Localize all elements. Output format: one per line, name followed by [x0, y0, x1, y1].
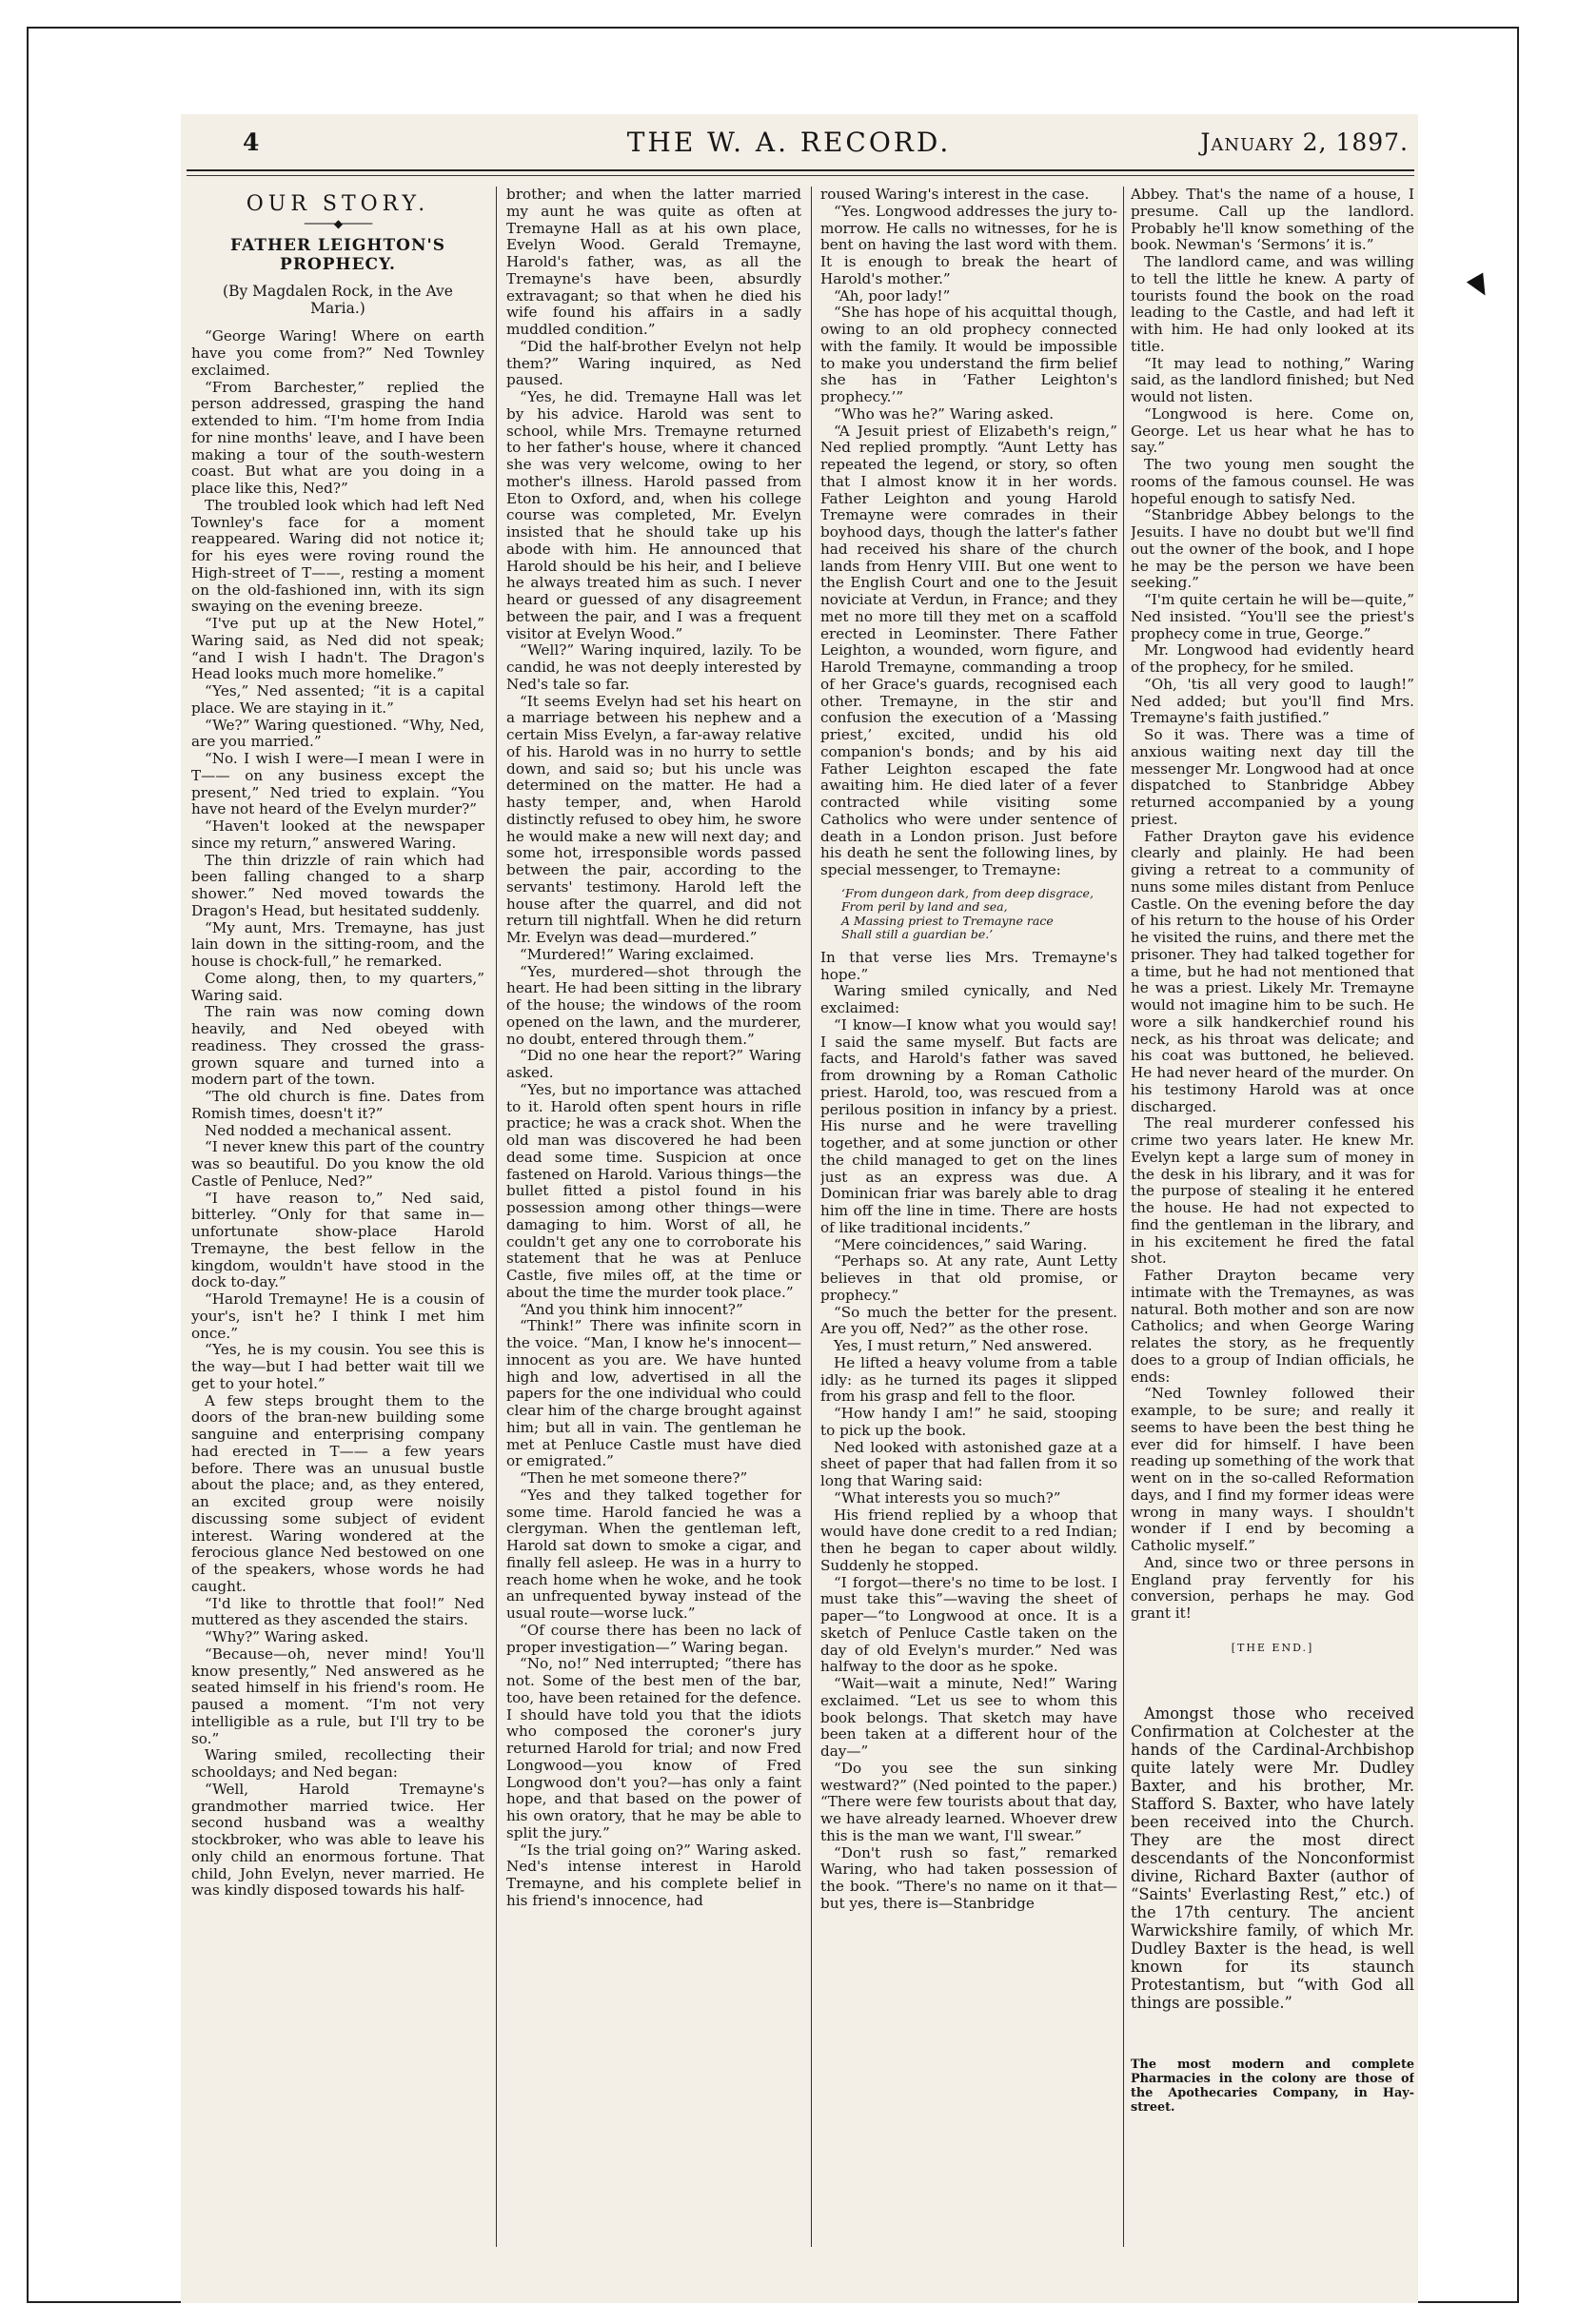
column-1-text	[191, 328, 484, 1900]
paragraph: “Of course there has been no lack of proper investigation—” Waring began.	[506, 1621, 801, 1656]
paragraph: “I'd like to throttle that fool!” Ned muttered as they ascended the stairs.	[191, 1594, 484, 1629]
paragraph: “I never knew this part of the country was so beautiful. Do you know the old Castle of Penluce, Ned?”	[191, 1138, 484, 1190]
paragraph: “Mere coincidences,” said Waring.	[834, 1235, 1088, 1253]
paragraph: From peril by land and sea,	[841, 899, 1008, 915]
paragraph: And, since two or three persons in England pray fervently for his conversion, perhaps he may. God grant it!	[1131, 1553, 1414, 1622]
paragraph: “No. I wish I were—I mean I were in T—— on any business except the present,” Ned tried to explain. “You have not heard of the Evelyn murder?”	[191, 750, 484, 818]
paragraph: “Longwood is here. Come on, George. Let us hear what he has to say.”	[1131, 404, 1414, 457]
paragraph: “Stanbridge Abbey belongs to the Jesuits. I have no doubt but we'll find out the owner of the book, and I hope he may be the person we have been seeking.”	[1131, 506, 1414, 592]
paragraph: The landlord came, and was willing to tell the little he knew. A party of tourists found the book on the road leading to the Castle, and had left it with him. He had only looked at its title.	[1131, 253, 1414, 355]
column-divider	[811, 187, 812, 2247]
paragraph: “Did the half-brother Evelyn not help them?” Waring inquired, as Ned paused.	[506, 337, 801, 389]
paragraph: “From Barchester,” replied the person addressed, grasping the hand extended to him. “I'm home from India for nine months' leave, and I have been making a tour of the south-western coast. But what are you doing in a place like this, Ned?”	[191, 378, 484, 497]
paragraph: “Think!” There was infinite scorn in the voice. “Man, I know he's innocent—innocent as you are. We have hunted high and low, advertised in all the papers for the one individual who could clear him of the charge brought against him; but all in vain. The gentleman he met at Penluce Castle must have died or emigrated.”	[506, 1317, 801, 1470]
paragraph: The troubled look which had left Ned Townley's face for a moment reappeared. Waring did not notice it; for his eyes were roving round the High-street of T——, resting a moment on the old-fashioned inn, with its sign swaying on the evening breeze.	[191, 496, 484, 616]
story-title: FATHER LEIGHTON'S PROPHECY.	[230, 235, 445, 274]
paragraph: “Yes. Longwood addresses the jury to-morrow. He calls no witnesses, for he is bent on having the last word with them. It is enough to break the heart of Harold's mother.”	[820, 202, 1117, 287]
paragraph: A few steps brought them to the doors of the bran-new building some sanguine and enterprising company had erected in T—— a few years before. There was an unusual bustle about the place; and, as they entered, an excited group were noisily discussing some subject of evident interest. Waring wondered at the ferocious glance Ned bestowed on one of the speakers, whose words he had caught.	[191, 1391, 484, 1595]
paragraph: roused Waring's interest in the case.	[820, 187, 1090, 203]
paragraph: “No, no!” Ned interrupted; “there has not. Some of the best men of the bar, too, have been retained for the defence. I should have told you that the idiots who composed the coroner's jury returned Harold for trial; and now Fred Longwood—you know of Fred Longwood don't you?—has only a faint hope, and that based on the power of his own oratory, that he may be able to split the jury.”	[506, 1655, 801, 1841]
paragraph: “It may lead to nothing,” Waring said, as the landlord finished; but Ned would not listen.	[1131, 354, 1414, 405]
column-2	[506, 187, 801, 2247]
paragraph: “Yes, but no importance was attached to it. Harold often spent hours in rifle practice; he was a crack shot. When the old man was discovered he had been dead some time. Suspicion at once fastened on Harold. Various things—the bullet fitted a pistol found in his possession among other things—were damaging to him. Worst of all, he couldn't get any one to corroborate his statement that he was at Penluce Castle, five miles off, at the time or about the time the murder took place.”	[506, 1080, 801, 1301]
column-3	[820, 187, 1117, 2247]
paragraph: “Then he met someone there?”	[520, 1469, 748, 1487]
prophecy-verse	[841, 887, 1117, 942]
paragraph: He lifted a heavy volume from a table idly: as he turned its pages it slipped from his grasp and fell to the floor.	[820, 1353, 1117, 1406]
paragraph: Ned nodded a mechanical assent.	[205, 1121, 452, 1139]
paragraph: Come along, then, to my quarters,” Waring said.	[191, 969, 484, 1004]
issue-date: January 2, 1897.	[1200, 128, 1409, 156]
paragraph: In that verse lies Mrs. Tremayne's hope.”	[820, 948, 1117, 983]
header-rule	[187, 169, 1414, 171]
paragraph: “Yes, he is my cousin. You see this is the way—but I had better wait till we get to your hotel.”	[191, 1341, 484, 1392]
column-divider	[1123, 187, 1124, 2247]
paragraph: Shall still a guardian be.’	[841, 927, 994, 942]
paragraph: A Massing priest to Tremayne race	[841, 913, 1054, 928]
paragraph: “Yes,” Ned assented; “it is a capital place. We are staying in it.”	[191, 682, 484, 717]
paragraph: “Why?” Waring asked.	[205, 1628, 369, 1645]
paragraph: “And you think him innocent?”	[520, 1300, 743, 1318]
paragraph: “It seems Evelyn had set his heart on a marriage between his nephew and a certain Miss Evelyn, a far-away relative of his. Harold was in no hurry to settle down, and said so; but his uncle was determined on the matter. He had a hasty temper, and, when Harold distinctly refused to obey him, he swore he would make a new will next day; and some hot, irresponsible words passed between the pair, according to the servants' testimony. Harold left the house after the quarrel, and did not return till nightfall. When he did return Mr. Evelyn was dead—murdered.”	[506, 692, 801, 946]
paragraph: His friend replied by a whoop that would have done credit to a red Indian; then he began to caper about wildly. Suddenly he stopped.	[820, 1506, 1117, 1574]
paragraph: “Wait—wait a minute, Ned!” Waring exclaimed. “Let us see to whom this book belongs. That sketch may have been taken at a different hour of the day—”	[820, 1675, 1117, 1760]
paragraph: Father Drayton gave his evidence clearly and plainly. He had been giving a retreat to a community of nuns some miles distant from Penluce Castle. On the evening before the day of his return to the house of his Order he visited the ruins, and there met the prisoner. They had talked together for a time, but he had not mentioned that he was a priest. Likely Mr. Tremayne would not imagine him to be such. He wore a silk handkerchief round his neck, as his throat was delicate; and his coat was buttoned, he believed. He had never heard of the murder. On his testimony Harold was at once discharged.	[1131, 827, 1414, 1115]
paragraph: “I have reason to,” Ned said, bitterley. “Only for that same in—unfortunate show-place Harold Tremayne, the best fellow in the kingdom, wouldn't have stood in the dock to-day.”	[191, 1189, 484, 1291]
paragraph: “What interests you so much?”	[834, 1488, 1061, 1507]
paragraph: Waring smiled, recollecting their schooldays; and Ned began:	[191, 1746, 484, 1781]
paragraph: “Oh, 'tis all very good to laugh!” Ned added; but you'll find Mrs. Tremayne's faith justified.”	[1131, 675, 1414, 727]
paragraph: “Well?” Waring inquired, lazily. To be candid, he was not deeply interested by Ned's tale so far.	[506, 641, 801, 693]
paragraph: “Do you see the sun sinking westward?” (Ned pointed to the paper.) “There were few tourists about that day, we have already learned. Whoever drew this is the man we want, I'll swear.”	[820, 1759, 1117, 1844]
paragraph: Yes, I must return,” Ned answered.	[834, 1337, 1093, 1354]
paragraph: “I'm quite certain he will be—quite,” Ned insisted. “You'll see the priest's prophecy come in true, George.”	[1131, 591, 1414, 642]
paragraph: “Well, Harold Tremayne's grandmother married twice. Her second husband was a wealthy stockbroker, who was able to leave his only child an enormous fortune. That child, John Evelyn, never married. He was kindly disposed towards his half-	[191, 1780, 484, 1900]
paragraph: “I forgot—there's no time to be lost. I must take this”—waving the sheet of paper—“to Longwood at once. It is a sketch of Penluce Castle taken on the day of old Evelyn's murder.” Ned was halfway to the door as he spoke.	[820, 1573, 1117, 1676]
paragraph: “Did no one hear the report?” Waring asked.	[506, 1047, 801, 1081]
paragraph: The two young men sought the rooms of the famous counsel. He was hopeful enough to satisfy Ned.	[1131, 456, 1414, 507]
paragraph: “Ah, poor lady!”	[834, 286, 951, 305]
paragraph: brother; and when the latter married my aunt he was quite as often at Tremayne Hall as at his own place, Evelyn Wood. Gerald Tremayne, Harold's father, was, as all the Tremayne's have been, absurdly extravagant; so that when he died his wife found his affairs in a sadly muddled condition.”	[506, 187, 801, 338]
column-3-text-bottom	[820, 950, 1117, 1913]
paragraph: “Yes, he did. Tremayne Hall was let by his advice. Harold was sent to school, while Mrs. Tremayne returned to her father's house, where it chanced she was very welcome, owing to her mother's illness. Harold passed from Eton to Oxford, and, when his college course was completed, Mr. Evelyn insisted that he should take up his abode with him. He announced that Harold should be his heir, and I believe he always treated him as such. I never heard or guessed of any disagreement between the pair, and I was a frequent visitor at Evelyn Wood.”	[506, 388, 801, 642]
paragraph: “Harold Tremayne! He is a cousin of your's, isn't he? I think I met him once.”	[191, 1290, 484, 1342]
paragraph: Waring smiled cynically, and Ned exclaimed:	[820, 982, 1117, 1016]
paragraph: Abbey. That's the name of a house, I presume. Call up the landlord. Probably he'll know something of the book. Newman's ‘Sermons’ it is.”	[1131, 187, 1414, 254]
paragraph: “Perhaps so. At any rate, Aunt Letty believes in that old promise, or prophecy.”	[820, 1252, 1117, 1304]
paragraph: The rain was now coming down heavily, and Ned obeyed with readiness. They crossed the grass-grown square and turned into a modern part of the town.	[191, 1003, 484, 1089]
paragraph: “So much the better for the present. Are you off, Ned?” as the other rose.	[820, 1303, 1117, 1338]
column-4	[1131, 187, 1414, 2247]
paragraph: “Murdered!” Waring exclaimed.	[520, 945, 755, 963]
paragraph: The thin drizzle of rain which had been falling changed to a sharp shower.” Ned moved towards the Dragon's Head, but hesitated suddenly.	[191, 851, 484, 919]
paragraph: So it was. There was a time of anxious waiting next day till the messenger Mr. Longwood had at once dispatched to Stanbridge Abbey returned accompanied by a young priest.	[1131, 726, 1414, 828]
paragraph: “How handy I am!” he said, stooping to pick up the book.	[820, 1405, 1117, 1439]
paragraph: “A Jesuit priest of Elizabeth's reign,” Ned replied promptly. “Aunt Letty has repeated the legend, or story, so often that I almost know it in her words. Father Leighton and young Harold Tremayne were comrades in their boyhood days, though the latter's father had received his share of the church lands from Henry VIII. But one went to the English Court and one to the Jesuit noviciate at Verdun, in France; and they met no more till they met on a scaffold erected in Leominster. There Father Leighton, a wounded, worn figure, and Harold Tremayne, commanding a troop of her Grace's guards, recognised each other. Tremayne, in the stir and confusion the execution of a ‘Massing priest,’ excited, undid his old companion's bonds; and by his aid Father Leighton escaped the fate awaiting him. He died later of a fever contracted while visiting some Catholics who were under sentence of death in a London prison. Just before his death he sent the following lines, by special messenger, to Tremayne:	[820, 422, 1117, 878]
masthead: THE W. A. RECORD.	[626, 127, 952, 158]
paragraph: “Ned Townley followed their example, to be sure; and really it seems to have been the best thing he ever did for himself. I have been reading up something of the work that went on in the so-called Reformation days, and I find my former ideas were wrong in many ways. I shouldn't wonder if I end by becoming a Catholic myself.”	[1131, 1385, 1414, 1554]
column-1	[191, 187, 484, 2247]
column-4-text	[1131, 187, 1414, 1623]
paragraph: Mr. Longwood had evidently heard of the prophecy, for he smiled.	[1131, 641, 1414, 676]
paragraph: “George Waring! Where on earth have you come from?” Ned Townley exclaimed.	[191, 327, 484, 379]
paragraph: “The old church is fine. Dates from Romish times, doesn't it?”	[191, 1088, 484, 1122]
page-number: 4	[243, 128, 260, 156]
pharmacy-advertisement: The most modern and complete Pharmacies in the colony are those of the Apothecaries Company, in Hay-street.	[1131, 2057, 1414, 2115]
paragraph: “She has hope of his acquittal though, owing to an old prophecy connected with the family. It would be impossible to make you understand the firm belief she has in ‘Father Leighton's prophecy.’”	[820, 304, 1117, 405]
end-mark: [THE END.]	[1231, 1641, 1314, 1654]
story-byline: (By Magdalen Rock, in the Ave Maria.)	[223, 282, 453, 317]
paragraph: Father Drayton became very intimate with the Tremaynes, as was natural. Both mother and son are now Catholics; and when George Waring relates the story, as he frequently does to a group of Indian officials, he ends:	[1131, 1267, 1414, 1386]
ornamental-rule: ─────◆─────	[304, 216, 372, 230]
paragraph: “Yes and they talked together for some time. Harold fancied he was a clergyman. When the gentleman left, Harold sat down to smoke a cigar, and finally fell asleep. He was in a hurry to reach home when he woke, and he took an unfrequented byway instead of the usual route—worse luck.”	[506, 1486, 801, 1622]
paragraph: “Haven't looked at the newspaper since my return,” answered Waring.	[191, 817, 484, 852]
paragraph: “I've put up at the New Hotel,” Waring said, as Ned did not speak; “and I wish I hadn't. The Dragon's Head looks much more homelike.”	[191, 615, 484, 683]
paragraph: “Because—oh, never mind! You'll know presently,” Ned answered as he seated himself in his friend's room. He paused a moment. “I'm not very intelligible as a rule, but I'll try to be so.”	[191, 1645, 484, 1747]
header-rule-thin	[187, 175, 1414, 176]
paragraph: “My aunt, Mrs. Tremayne, has just lain down in the sitting-room, and the house is chock-full,” he remarked.	[191, 918, 484, 970]
paragraph: “Is the trial going on?” Waring asked. Ned's intense interest in Harold Tremayne, and his complete belief in his friend's innocence, had	[506, 1841, 801, 1909]
paragraph: “Don't rush so fast,” remarked Waring, who had taken possession of the book. “There's no name on it that—but yes, there is—Stanbridge	[820, 1843, 1117, 1912]
paragraph: Ned looked with astonished gaze at a sheet of paper that had fallen from it so long that Waring said:	[820, 1438, 1117, 1489]
confirmation-note: Amongst those who received Confirmation at Colchester at the hands of the Cardinal-Archbishop quite lately were Mr. Dudley Baxter, and his brother, Mr. Stafford S. Baxter, who have lately been received into the Church. They are the most direct descendants of the Nonconformist divine, Richard Baxter (author of “Saints' Everlasting Rest,” etc.) of the 17th century. The ancient Warwickshire family, of which Mr. Dudley Baxter is the head, is well known for its staunch Protestantism, but “with God all things are possible.”	[1131, 1704, 1414, 2012]
paragraph: ‘From dungeon dark, from deep disgrace,	[841, 885, 1094, 900]
paragraph: “We?” Waring questioned. “Why, Ned, are you married.”	[191, 716, 484, 751]
section-title: OUR STORY.	[246, 192, 430, 216]
column-2-text	[506, 187, 801, 1910]
paragraph: “I know—I know what you would say! I said the same myself. But facts are facts, and Harold's father was saved from drowning by a Roman Catholic priest. Harold, too, was rescued from a perilous position in infancy by a priest. His nurse and he were travelling together, and at some junction or other the child managed to get on the lines just as an express was due. A Dominican friar was barely able to drag him off the line in time. There are hosts of like traditional incidents.”	[820, 1015, 1117, 1236]
paragraph: The real murderer confessed his crime two years later. He knew Mr. Evelyn kept a large sum of money in the desk in his library, and it was for the purpose of stealing it he entered the house. He had not expected to find the gentleman in the library, and in his excitement he fired the fatal shot.	[1131, 1114, 1414, 1268]
column-divider	[496, 187, 497, 2247]
paragraph: “Yes, murdered—shot through the heart. He had been sitting in the library of the house; the windows of the room opened on the lawn, and the murderer, no doubt, entered through them.”	[506, 962, 801, 1048]
paragraph: “Who was he?” Waring asked.	[834, 404, 1055, 423]
column-3-text-top	[820, 187, 1117, 879]
